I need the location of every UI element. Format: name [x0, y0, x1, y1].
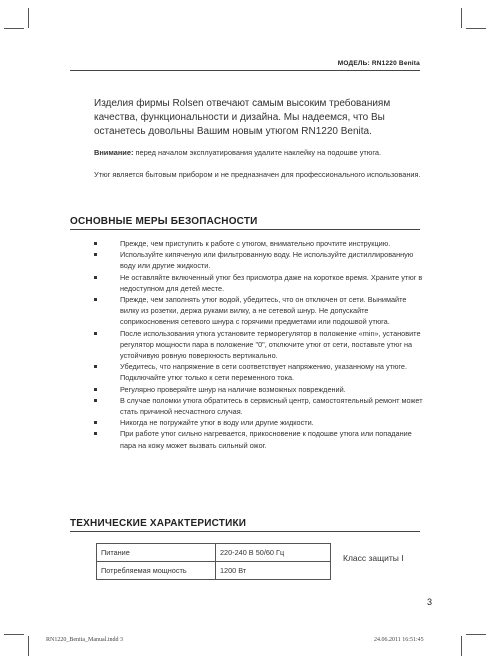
- list-item: Используйте кипяченую или фильтрованную воду. Не используйте дистиллированную воду или другие жидкости.: [94, 249, 424, 271]
- specs-section-title: ТЕХНИЧЕСКИЕ ХАРАКТЕРИСТИКИ: [70, 518, 247, 529]
- list-item: После использования утюга установите терморегулятор в положение «min», установите регулятор мощности пара в положение "0", отключите утюг от сети, поставьте утюг на устойчивую ровную поверхность вертикально.: [94, 328, 424, 362]
- page-number: 3: [427, 597, 433, 607]
- list-item: Прежде, чем приступить к работе с утюгом, внимательно прочтите инструкцию.: [94, 238, 424, 249]
- crop-mark: [461, 8, 462, 28]
- list-item: При работе утюг сильно нагревается, прикосновение к подошве утюга или попадание пара на кожу может вызвать сильный ожог.: [94, 428, 424, 450]
- spec-label: Питание: [97, 544, 216, 562]
- crop-mark: [28, 8, 29, 28]
- spec-value: 220-240 В 50/60 Гц: [216, 544, 331, 562]
- model-header: МОДЕЛЬ: RN1220 Benita: [337, 60, 420, 67]
- crop-mark: [4, 28, 24, 29]
- warning-label: Внимание:: [94, 148, 134, 157]
- header-rule: [70, 70, 420, 71]
- list-item: Не оставляйте включенный утюг без присмотра даже на короткое время. Храните утюг в недоступном для детей месте.: [94, 272, 424, 294]
- crop-mark: [466, 28, 486, 29]
- list-item: В случае поломки утюга обратитесь в сервисный центр, самостоятельный ремонт может стать причиной несчастного случая.: [94, 395, 424, 417]
- safety-section-rule: [70, 229, 420, 230]
- footer-file: RN1220_Benita_Manual.indd 3: [46, 637, 123, 643]
- safety-section-title: ОСНОВНЫЕ МЕРЫ БЕЗОПАСНОСТИ: [70, 216, 258, 227]
- table-row: [97, 562, 331, 580]
- specs-table: [96, 543, 331, 580]
- table-row: [97, 544, 331, 562]
- safety-list: [94, 238, 424, 451]
- intro-paragraph: Изделия фирмы Rolsen отвечают самым высоким требованиям качества, функциональности и дизайна. Мы надеемся, что Вы останетесь довольны Вашим новым утюгом RN1220 Benita.: [94, 98, 391, 137]
- footer-timestamp: 24.06.2011 16:51:45: [374, 637, 424, 643]
- warning-text: перед началом эксплуатирования удалите наклейку на подошве утюга.: [133, 148, 382, 157]
- warning-note: [94, 147, 424, 158]
- crop-mark: [28, 636, 29, 656]
- list-item: Убедитесь, что напряжение в сети соответствует напряжению, указанному на утюге. Подключайте утюг только к сети переменного тока.: [94, 361, 424, 383]
- list-item: Никогда не погружайте утюг в воду или другие жидкости.: [94, 417, 424, 428]
- specs-section-rule: [70, 531, 420, 532]
- spec-label: Потребляемая мощность: [97, 562, 216, 580]
- list-item: Регулярно проверяйте шнур на наличие возможных повреждений.: [94, 384, 424, 395]
- crop-mark: [466, 634, 486, 635]
- crop-mark: [4, 634, 24, 635]
- spec-value: 1200 Вт: [216, 562, 331, 580]
- protection-class: Класс защиты I: [343, 553, 404, 563]
- list-item: Прежде, чем заполнять утюг водой, убедитесь, что он отключен от сети. Вынимайте вилку из розетки, держа руками вилку, а не сетевой шнур. Не допускайте соприкосновения сетевого шнура с горячими предметами или подошвой утюга.: [94, 294, 424, 328]
- household-note: Утюг является бытовым прибором и не предназначен для профессионального использования.: [94, 170, 421, 179]
- crop-mark: [461, 636, 462, 656]
